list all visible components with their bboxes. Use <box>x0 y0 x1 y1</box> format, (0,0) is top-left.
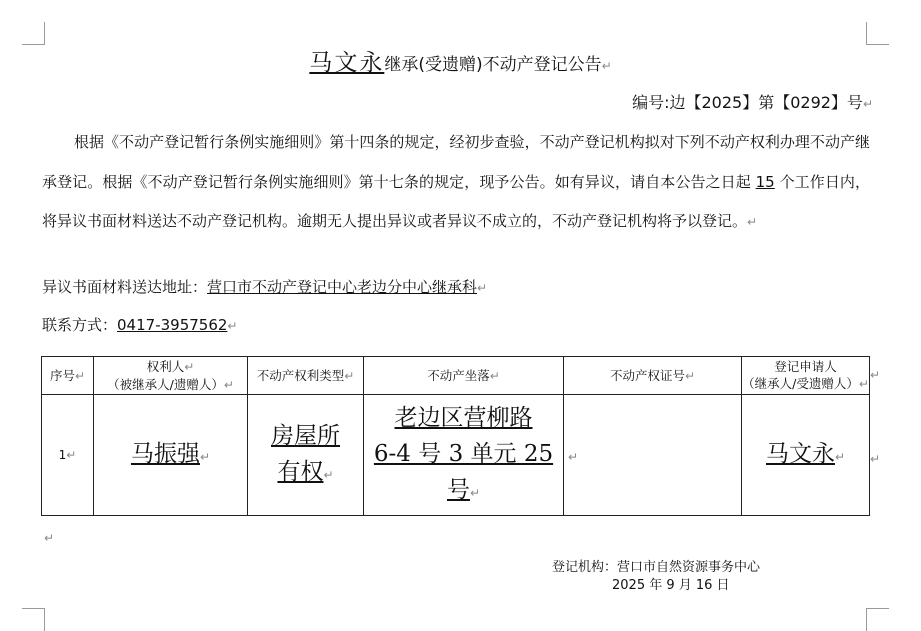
cell-cert-no <box>564 395 742 516</box>
row-end-mark-icon: ↵ <box>870 452 881 466</box>
crop-mark-top-right <box>866 22 889 45</box>
cell-mark-icon: ↵ <box>199 449 211 464</box>
table-header-row <box>42 357 870 395</box>
cell-mark-icon: ↵ <box>184 359 195 374</box>
cell-mark-icon: ↵ <box>323 467 334 482</box>
contact-label: 联系方式： <box>42 316 118 334</box>
cell-mark-icon: ↵ <box>469 485 481 500</box>
registration-authority: 登记机构：营口市自然资源事务中心 <box>552 560 761 575</box>
paragraph-mark-icon: ↵ <box>477 281 488 295</box>
cell-mark-icon: ↵ <box>344 368 355 383</box>
notice-body-paragraph <box>42 123 870 243</box>
cell-right-type: 房屋所 有权↵ <box>248 395 364 516</box>
cell-holder: 马振强↵ <box>94 395 248 516</box>
header-seq: 序号↵ <box>42 357 94 395</box>
crop-mark-top-left <box>22 22 45 45</box>
cell-location: 老边区营柳路 6-4 号 3 单元 25 号↵ <box>364 395 564 516</box>
notice-date: 2025 年 9 月 16 日 <box>612 578 730 593</box>
paragraph-mark-icon: ↵ <box>747 215 758 229</box>
registration-table <box>41 356 870 516</box>
contact-value: 0417-3957562 <box>117 316 228 334</box>
cell-mark-icon: ↵ <box>223 377 234 392</box>
body-text-part2: 个工作日内，将异议书面材料送达不动产登记机构。逾期无人提出异议或者异议不成立的，不动产登记机构将予以登记。 <box>42 172 870 230</box>
table-row <box>42 395 870 516</box>
cell-mark-icon: ↵ <box>684 368 696 383</box>
cell-mark-icon: ↵ <box>568 449 579 464</box>
contact-line <box>42 314 237 335</box>
crop-mark-bottom-left <box>22 608 45 631</box>
header-location: 不动产坐落↵ <box>364 357 564 395</box>
working-days-value: 15 <box>755 172 775 191</box>
notice-title <box>0 44 921 77</box>
doc-number <box>632 90 873 113</box>
title-rest: 继承(受遗赠)不动产登记公告 <box>384 55 602 75</box>
address-label: 异议书面材料送达地址： <box>42 278 208 296</box>
body-text-part1: 根据《不动产登记暂行条例实施细则》第十四条的规定，经初步查验，不动产登记机构拟对下列不动产权利办理不动产继承登记。根据《不动产登记暂行条例实施细则》第十七条的规定，现予公告。如有异议，请自本公告之日起 <box>42 133 870 191</box>
address-line <box>42 276 487 297</box>
paragraph-mark-icon: ↵ <box>601 59 612 73</box>
cell-mark-icon: ↵ <box>834 449 846 464</box>
paragraph-mark-icon: ↵ <box>862 97 873 111</box>
header-right-type: 不动产权利类型↵ <box>248 357 364 395</box>
header-applicant: 登记申请人 （继承人/受遗赠人）↵ <box>742 357 870 395</box>
cell-mark-icon: ↵ <box>489 368 500 383</box>
row-end-mark-icon: ↵ <box>870 368 881 382</box>
cell-mark-icon: ↵ <box>858 377 869 391</box>
paragraph-mark-icon: ↵ <box>227 319 238 333</box>
address-value: 营口市不动产登记中心老边分中心继承科 <box>207 278 478 296</box>
crop-mark-bottom-right <box>866 608 889 631</box>
paragraph-mark-icon: ↵ <box>44 531 55 545</box>
header-cert-no: 不动产权证号↵ <box>564 357 742 395</box>
cell-mark-icon: ↵ <box>66 448 77 462</box>
doc-number-text: 编号:边【2025】第【0292】号 <box>632 93 863 112</box>
header-holder: 权利人↵ （被继承人/遗赠人）↵ <box>94 357 248 395</box>
cell-seq: 1↵ <box>42 395 94 516</box>
cell-applicant: 马文永↵ <box>742 395 870 516</box>
title-name: 马文永 <box>309 50 385 76</box>
cell-mark-icon: ↵ <box>74 368 86 383</box>
